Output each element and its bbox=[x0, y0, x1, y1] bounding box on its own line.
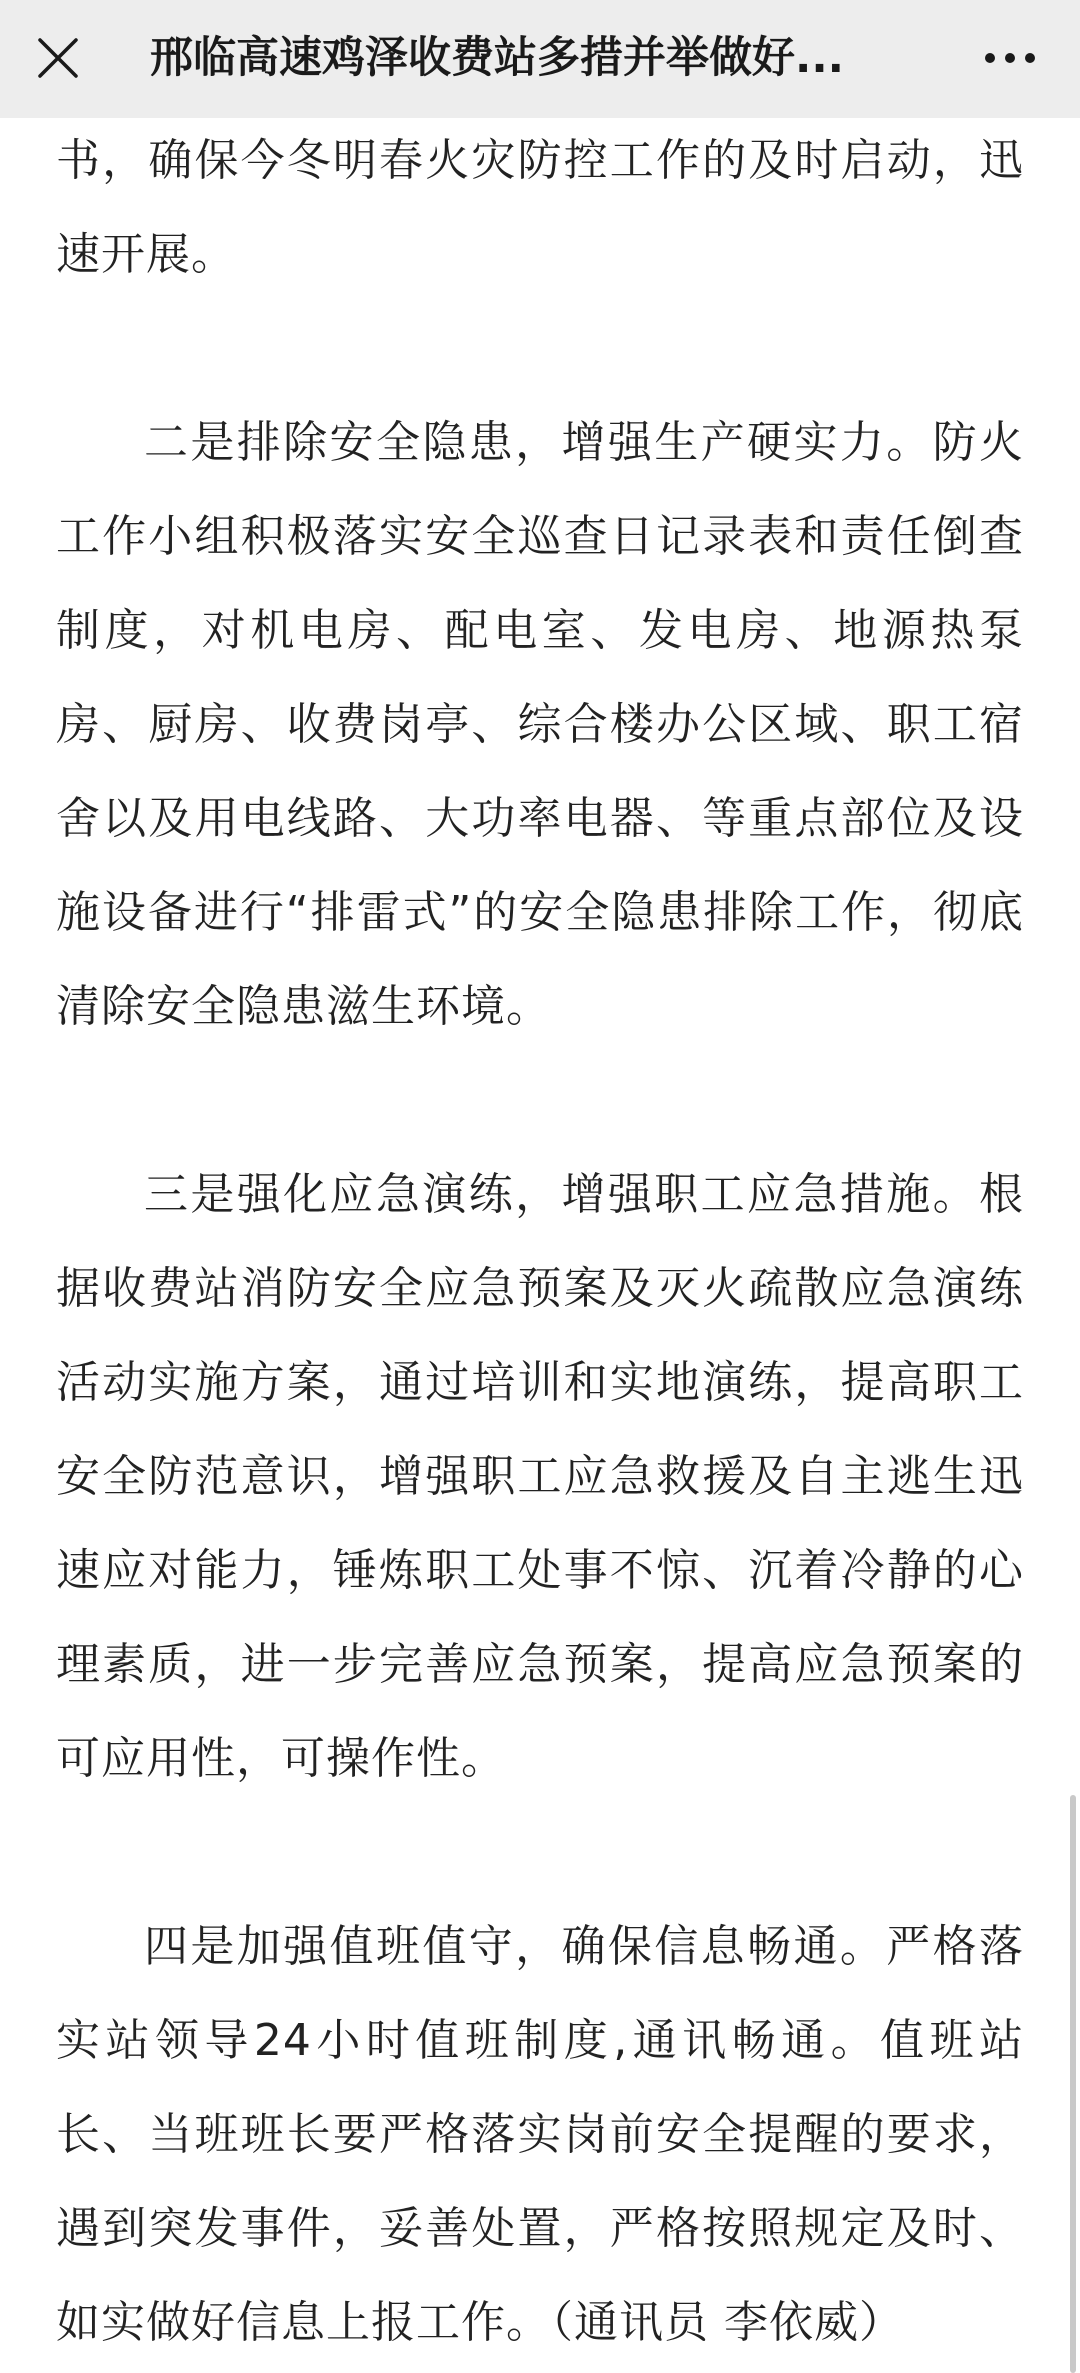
close-button[interactable] bbox=[22, 22, 94, 94]
article-paragraph-3: 三是强化应急演练，增强职工应急措施。根据收费站消防安全应急预案及灭火疏散应急演练活动实施方案，通过培训和实地演练，提高职工安全防范意识，增强职工应急救援及自主逃生迅速应对能力，锤炼职工处事不惊、沉着冷静的心理素质，进一步完善应急预案，提高应急预案的可应用性，可操作性。 bbox=[56, 1169, 1024, 1784]
article-paragraph-1: 书，确保今冬明春火灾防控工作的及时启动，迅速开展。 bbox=[56, 135, 1024, 280]
article-paragraph-4: 四是加强值班值守，确保信息畅通。严格落实站领导24小时值班制度,通讯畅通。值班站长、当班班长要严格落实岗前安全提醒的要求，遇到突发事件，妥善处置，严格按照规定及时、如实做好信息上报工作。（通讯员 李依威） bbox=[56, 1921, 1024, 2348]
close-icon bbox=[36, 36, 80, 80]
more-horizontal-icon bbox=[982, 50, 1038, 66]
article-paragraph-2: 二是排除安全隐患，增强生产硬实力。防火工作小组积极落实安全巡查日记录表和责任倒查制度，对机电房、配电室、发电房、地源热泵房、厨房、收费岗亭、综合楼办公区域、职工宿舍以及用电线路、大功率电器、等重点部位及设施设备进行“排雷式”的安全隐患排除工作，彻底清除安全隐患滋生环境。 bbox=[56, 417, 1024, 1032]
scrollbar-thumb[interactable] bbox=[1070, 1795, 1076, 2373]
more-options-button[interactable] bbox=[965, 22, 1055, 94]
page-title: 邢临高速鸡泽收费站多措并举做好... bbox=[150, 33, 845, 83]
top-navigation-bar bbox=[0, 0, 1080, 118]
article-body bbox=[56, 114, 1024, 2370]
